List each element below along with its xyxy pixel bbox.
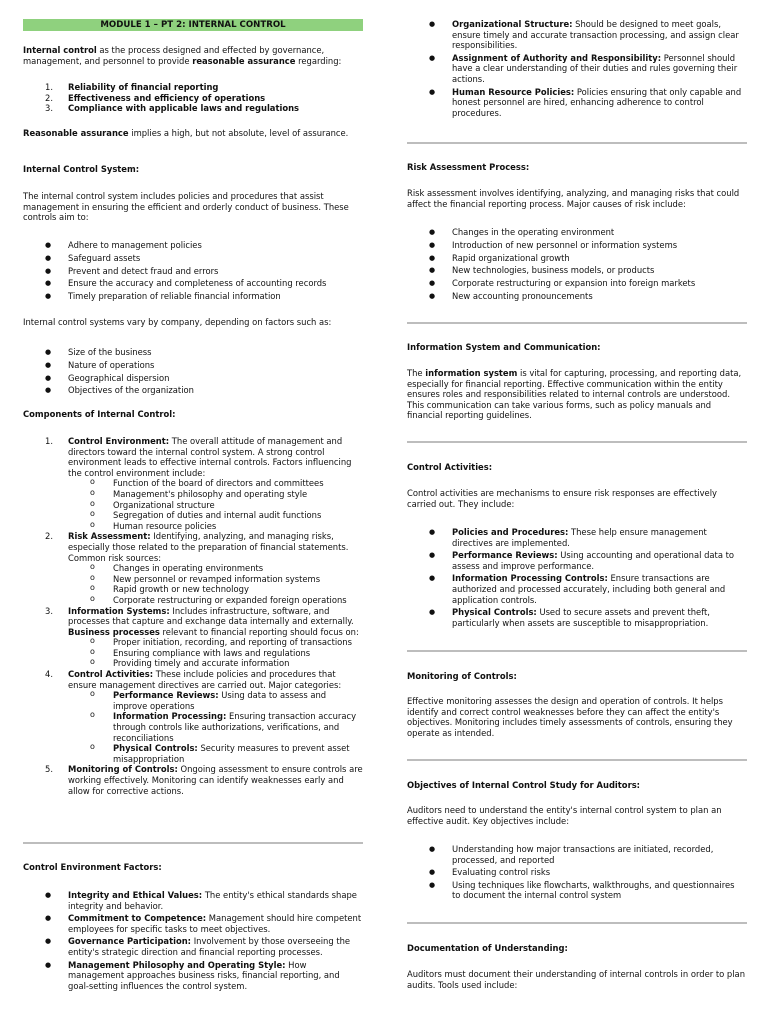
- list-item: [23, 93, 363, 104]
- heading-text: Components of Internal Control:: [23, 409, 176, 419]
- section-divider: [407, 759, 747, 761]
- list-item: ● Rapid organizational growth: [407, 252, 745, 265]
- item-text: Management should hire competent employees for specific tasks to meet objectives.: [68, 913, 362, 934]
- sub-item: o Rapid growth or new technology: [68, 584, 363, 595]
- intro-paragraph: [23, 45, 363, 66]
- item-term: Organizational Structure:: [452, 19, 573, 29]
- list-number: 1.: [45, 82, 53, 92]
- list-item: [23, 936, 363, 957]
- list-item: ● Adhere to management policies: [23, 239, 363, 252]
- intro-text: as the process designed and effected by governance, management, and personnel to provide: [23, 45, 325, 66]
- item-text: Personnel should have a clear understanding of their duties and rules governing their actions.: [452, 52, 738, 84]
- vary-paragraph: [23, 317, 363, 328]
- heading-text: Monitoring of Controls:: [407, 671, 517, 681]
- list-number: 5.: [45, 764, 53, 775]
- component-term: Control Activities:: [68, 669, 154, 680]
- sub-item: o New personnel or revamped information systems: [68, 574, 363, 585]
- item-text: Used to secure assets and prevent theft, particularly when assets are susceptible to misappropriation.: [452, 607, 710, 628]
- heading-text: Risk Assessment Process:: [407, 162, 530, 172]
- heading-text: Internal Control System:: [23, 164, 140, 174]
- list-text: Reliability of financial reporting: [68, 82, 219, 92]
- paragraph-text: The internal control system includes policies and procedures that assist management in ensuring the efficient and orderly conduct of business. These controls aim to:: [23, 191, 349, 223]
- item-text: How management approaches business risks, financial reporting, and goal-setting influences the control system.: [68, 959, 340, 991]
- paragraph-text-rest: is vital for capturing, processing, and reporting data, especially for financial reporting. Effective communication within the entity ensures roles and responsibilities related to internal controls are understood. This communication can take various forms, such as policy manuals and financial reporting guidelines.: [407, 368, 742, 421]
- sub-text: Using data to assess and improve operations: [113, 690, 327, 711]
- sub-item: o Organizational structure: [68, 500, 363, 511]
- monitoring-paragraph: [407, 696, 745, 738]
- list-item: [23, 890, 363, 911]
- list-item: [23, 82, 363, 93]
- item-text: Ensure transactions are authorized and processed accurately, including both general and application controls.: [452, 573, 726, 605]
- component-term: Control Environment:: [68, 436, 170, 446]
- cef-list: [23, 890, 363, 991]
- component-term: Risk Assessment:: [68, 531, 151, 542]
- item-term: Policies and Procedures:: [452, 527, 569, 537]
- components-list: [23, 436, 363, 796]
- objectives-list: [23, 82, 363, 114]
- sub-list: [68, 478, 363, 531]
- list-item: [407, 607, 745, 628]
- paragraph-text: Control activities are mechanisms to ensure risk responses are effectively carried out. They include:: [407, 488, 717, 509]
- component-term: Information Systems:: [68, 605, 170, 616]
- information-system-term: information system: [425, 368, 518, 378]
- item-term: Commitment to Competence:: [68, 913, 207, 924]
- item-text: Using accounting and operational data to assess and improve performance.: [452, 550, 735, 571]
- list-item: ● Timely preparation of reliable financial information: [23, 290, 363, 303]
- infosys-heading: [407, 342, 745, 353]
- sub-item: [68, 711, 363, 743]
- list-item: [23, 960, 363, 992]
- internal-control-term: Internal control: [23, 45, 97, 55]
- sub-term: Performance Reviews:: [113, 690, 219, 701]
- heading-text: Control Activities:: [407, 462, 493, 472]
- objectives-auditor-list: [407, 844, 745, 901]
- cef-list-continued: [407, 19, 745, 118]
- item-term: Management Philosophy and Operating Style:: [68, 959, 286, 970]
- list-number: 4.: [45, 669, 53, 680]
- heading-text: Documentation of Understanding:: [407, 943, 568, 953]
- component-control-environment: [23, 436, 363, 531]
- component-text: Identifying, analyzing, and managing risks, especially those related to the preparation of financial statements. Common risk sources:: [68, 531, 349, 563]
- objectives-paragraph: [407, 805, 745, 826]
- ra-term: Reasonable assurance: [23, 128, 129, 138]
- list-item: [407, 87, 745, 119]
- list-item: ● Using techniques like flowcharts, walkthroughs, and questionnaires to document the internal control system: [407, 880, 745, 901]
- component-monitoring: [23, 764, 363, 796]
- sub-item: o Management's philosophy and operating style: [68, 489, 363, 500]
- item-term: Human Resource Policies:: [452, 86, 575, 97]
- sub-list: [68, 690, 363, 764]
- sub-text: Security measures to prevent asset misappropriation: [113, 743, 350, 764]
- item-term: Assignment of Authority and Responsibility:: [452, 52, 662, 63]
- aims-list: [23, 239, 363, 303]
- heading-text: Information System and Communication:: [407, 342, 601, 352]
- sub-item: [68, 690, 363, 711]
- ca-heading: [407, 462, 745, 473]
- factors-list: [23, 346, 363, 397]
- list-item: [407, 53, 745, 85]
- component-information-systems: [23, 606, 363, 670]
- sub-item: o Providing timely and accurate information: [68, 658, 363, 669]
- list-number: 1.: [45, 436, 53, 446]
- sub-item: o Ensuring compliance with laws and regulations: [68, 648, 363, 659]
- item-text: Should be designed to meet goals, ensure timely and accurate transaction processing, and assign clear responsibilities.: [452, 19, 739, 51]
- ics-paragraph: [23, 191, 363, 223]
- component-term: Monitoring of Controls:: [68, 764, 178, 775]
- reasonable-assurance-paragraph: [23, 128, 363, 139]
- paragraph-text: The: [407, 368, 426, 378]
- documentation-heading: [407, 943, 745, 954]
- component-risk-assessment: [23, 531, 363, 605]
- sub-item: o Human resource policies: [68, 521, 363, 532]
- infosys-paragraph: [407, 368, 745, 421]
- ics-heading: [23, 164, 363, 175]
- list-item: ● Corporate restructuring or expansion into foreign markets: [407, 277, 745, 290]
- item-term: Governance Participation:: [68, 936, 192, 947]
- list-item: ● Ensure the accuracy and completeness of accounting records: [23, 277, 363, 290]
- item-text: The entity's ethical standards shape integrity and behavior.: [68, 890, 357, 911]
- component-control-activities: [23, 669, 363, 764]
- item-text: These help ensure management directives are implemented.: [452, 527, 707, 548]
- sub-item: o Segregation of duties and internal audit functions: [68, 510, 363, 521]
- sub-item: o Changes in operating environments: [68, 563, 363, 574]
- list-item: ● Objectives of the organization: [23, 384, 363, 397]
- sub-item: o Proper initiation, recording, and reporting of transactions: [68, 637, 363, 648]
- list-item: ● Size of the business: [23, 346, 363, 359]
- component-text-end: relevant to financial reporting should focus on:: [159, 626, 359, 637]
- ra-text: implies a high, but not absolute, level of assurance.: [128, 128, 349, 138]
- sub-term: Physical Controls:: [113, 743, 198, 754]
- monitoring-heading: [407, 671, 745, 682]
- section-divider: [407, 650, 747, 652]
- list-item: ● Introduction of new personnel or information systems: [407, 239, 745, 252]
- paragraph-text: Internal control systems vary by company, depending on factors such as:: [23, 317, 332, 327]
- list-item: [407, 550, 745, 571]
- sub-item: o Corporate restructuring or expanded foreign operations: [68, 595, 363, 606]
- item-term: Performance Reviews:: [452, 550, 558, 561]
- list-text: Effectiveness and efficiency of operations: [68, 92, 266, 103]
- objectives-heading: [407, 780, 745, 791]
- item-term: Information Processing Controls:: [452, 573, 608, 584]
- ca-list: [407, 527, 745, 628]
- list-number: 2.: [45, 92, 53, 103]
- list-item: [23, 913, 363, 934]
- list-item: ● Safeguard assets: [23, 252, 363, 265]
- risk-heading: [407, 162, 745, 173]
- components-heading: [23, 409, 363, 420]
- list-number: 3.: [45, 103, 53, 114]
- sub-term: Information Processing:: [113, 711, 227, 722]
- intro-text-end: regarding:: [295, 55, 342, 66]
- list-item: ● New technologies, business models, or products: [407, 264, 745, 277]
- list-item: ● New accounting pronouncements: [407, 290, 745, 303]
- list-item: [407, 527, 745, 548]
- section-divider: [407, 322, 747, 324]
- item-text: Involvement by those overseeing the entity's strategic direction and financial reporting processes.: [68, 936, 351, 957]
- item-term: Integrity and Ethical Values:: [68, 890, 203, 900]
- list-item: ● Evaluating control risks: [407, 867, 745, 878]
- documentation-paragraph: [407, 969, 745, 990]
- sub-list: [68, 563, 363, 605]
- cef-heading: [23, 862, 363, 873]
- item-text: Policies ensuring that only capable and honest personnel are hired, enhancing adherence to control procedures.: [452, 86, 742, 118]
- list-item: [407, 19, 745, 51]
- list-item: ● Changes in the operating environment: [407, 226, 745, 239]
- reasonable-assurance-term: reasonable assurance: [192, 55, 296, 66]
- list-item: ● Understanding how major transactions are initiated, recorded, processed, and reported: [407, 844, 745, 865]
- paragraph-text: Effective monitoring assesses the design and operation of controls. It helps identify and correct control weaknesses before they can affect the entity's objectives. Monitoring includes timely assessments of controls, ensuring they operate as intended.: [407, 696, 733, 738]
- list-item: ● Geographical dispersion: [23, 372, 363, 385]
- sub-item: [68, 743, 363, 764]
- section-divider: [407, 922, 747, 924]
- paragraph-text: Auditors must document their understanding of internal controls in order to plan audits. Tools used include:: [407, 969, 746, 990]
- section-divider: [407, 441, 747, 443]
- paragraph-text: Auditors need to understand the entity's internal control system to plan an effective audit. Key objectives include:: [407, 805, 722, 826]
- business-processes-term: Business processes: [68, 626, 160, 637]
- component-text: The overall attitude of management and directors toward the internal control system. A strong control environment leads to effective internal controls. Factors influencing the control environment include:: [68, 436, 352, 478]
- list-text: Compliance with applicable laws and regulations: [68, 103, 300, 114]
- module-title-banner: MODULE 1 – PT 2: INTERNAL CONTROL: [23, 19, 363, 31]
- sub-text: Ensuring transaction accuracy through controls like authorizations, verifications, and reconciliations: [113, 711, 357, 743]
- list-item: [23, 103, 363, 114]
- component-text: These include policies and procedures that ensure management directives are carried out. Major categories:: [68, 669, 342, 690]
- section-divider: [23, 842, 363, 844]
- list-number: 2.: [45, 531, 53, 542]
- ca-paragraph: [407, 488, 745, 509]
- sub-list: [68, 637, 363, 669]
- paragraph-text: Risk assessment involves identifying, analyzing, and managing risks that could affect the financial reporting process. Major causes of risk include:: [407, 188, 740, 209]
- list-item: ● Nature of operations: [23, 359, 363, 372]
- component-text: Ongoing assessment to ensure controls are working effectively. Monitoring can identify weaknesses early and allow for corrective actions.: [68, 764, 363, 796]
- heading-text: Control Environment Factors:: [23, 862, 162, 872]
- risk-paragraph: [407, 188, 745, 209]
- heading-text: Objectives of Internal Control Study for Auditors:: [407, 780, 641, 790]
- section-divider: [407, 142, 747, 144]
- list-item: ● Prevent and detect fraud and errors: [23, 265, 363, 278]
- list-number: 3.: [45, 605, 53, 616]
- risk-list: [407, 226, 745, 303]
- item-term: Physical Controls:: [452, 607, 537, 618]
- component-text: Includes infrastructure, software, and processes that capture and exchange data internally and externally.: [68, 605, 354, 627]
- sub-item: o Function of the board of directors and committees: [68, 478, 363, 489]
- list-item: [407, 573, 745, 605]
